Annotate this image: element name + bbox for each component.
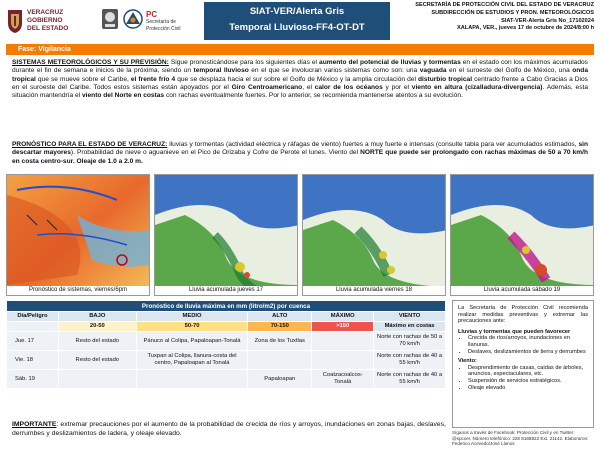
header-alto: ALTO xyxy=(248,312,312,322)
range-bajo: 20-50 xyxy=(58,322,136,332)
badge-icon xyxy=(100,7,120,31)
row-medio: Tuxpan al Colipa, llanura-costa del centro, Papaloapan al Tonalá xyxy=(136,351,248,370)
table-row xyxy=(7,370,446,389)
wind-item: • Oleaje elevado xyxy=(468,385,588,392)
row-day: Jue. 17 xyxy=(7,332,59,351)
logo-line-3: DEL ESTADO xyxy=(27,25,69,32)
wind-heading: Viento: xyxy=(458,358,477,365)
range-alto: 70-150 xyxy=(248,322,312,332)
forecast-heading: PRONÓSTICO PARA EL ESTADO DE VERACRUZ: xyxy=(12,141,168,148)
row-viento: Norte con rachas de 50 a 70 km/h xyxy=(374,332,446,351)
row-bajo xyxy=(58,370,136,389)
veracruz-government-logo xyxy=(6,5,78,39)
bulletin-number: SIAT-VER-Alerta Gris No_17102024 xyxy=(501,17,594,24)
contact-footer: Síganos a través de Facebook: Protección Civil y en Twitter: @spcver. Número telefónico: 228 8168822 Ext. 21142. Elaboraron: Federico Acevedo/José Llanos xyxy=(452,430,589,447)
row-maximo: Coatzacoalcos-Tonalá xyxy=(312,370,374,389)
range-maximo: >150 xyxy=(312,322,374,332)
row-viento: Norte con rachas de 40 a 55 km/h xyxy=(374,351,446,370)
rain-map-saturday-image xyxy=(451,175,594,296)
header-bajo: BAJO xyxy=(58,312,136,322)
table-row xyxy=(7,332,446,351)
row-maximo xyxy=(312,332,374,351)
row-day: Sáb. 19 xyxy=(7,370,59,389)
logo-line-1: VERACRUZ xyxy=(27,9,64,16)
pc-logo-title: PC xyxy=(146,10,158,19)
important-note xyxy=(12,421,446,438)
forecast-paragraph: PRONÓSTICO PARA EL ESTADO DE VERACRUZ: lluvias y tormentas (actividad eléctrica y ráfagas de viento) fuertes a muy fuerte e intensas (consulte tabla para ver acumulados estimados, sin descartar mayores). Probabilidad de nieve o aguanieve en el Pico de Orizaba y Cofre de Perote el lunes. Viento del NORTE que puede ser prolongado con rachas máximas de 50 a 70 km/h en costa centro-sur. Oleaje de 1.0 a 2.0 m. xyxy=(12,141,588,165)
rain-heading: Lluvias y tormentas que pueden favorecer xyxy=(458,328,571,335)
systems-paragraph: SISTEMAS METEOROLÓGICOS Y SU PREVISIÓN: Sigue pronosticándose para los siguientes días el aumento del potencial de lluvias y tormentas en el estado con los máximos acumulados durante el fin de semana e inicios de la próxima, siendo un temporal lluvioso en el que se involucran varios sistemas como son: una vaguada en el suroeste del Golfo de México, una onda tropical que se mueve sobre el Caribe, el frente frío 4 que se desplaza hacia el sur sobre el Golfo de México y la amplia circulación del disturbio tropical centrado frente a Cabo Gracias a Dios en el suroeste del Caribe. Todos estos sistemas están apoyados por el Giro Centroamericano, el calor de los océanos y por el viento en altura (cizalladura-divergencia). Además, esta situación mantendría el viento del Norte en costas con rachas eventualmente fuertes. Por lo anterior, se recomienda mantenerse atentos a su evolución. xyxy=(12,59,588,100)
row-medio xyxy=(136,370,248,389)
rain-map-thursday xyxy=(154,174,298,296)
logo-line-2: GOBIERNO xyxy=(27,17,63,24)
row-alto: Papaloapan xyxy=(248,370,312,389)
systems-map-image xyxy=(7,175,150,296)
protection-civil-seal-icon xyxy=(123,9,143,29)
wind-subheader: Máximo en costas xyxy=(374,322,446,332)
map-caption-2: Lluvia acumulada jueves 17 xyxy=(155,286,297,295)
map-caption-3: Lluvia acumulada viernes 18 xyxy=(303,286,445,295)
wind-item: • Desprendimiento de casas, caídas de árboles, anuncios, espectaculares, etc. xyxy=(468,365,588,378)
rain-map-friday xyxy=(302,174,446,296)
alert-subtitle: Temporal Lluvioso-FF4-OT-DT xyxy=(229,22,365,33)
row-alto xyxy=(248,351,312,370)
rain-map-thursday-image xyxy=(155,175,298,296)
forecast-maps xyxy=(6,174,594,296)
rain-item: • Deslaves, deslizamientos de tierra y derrumbes xyxy=(468,349,588,356)
recommendations-panel xyxy=(452,300,594,428)
map-caption-4: Lluvia acumulada sábado 19 xyxy=(451,286,593,295)
rain-map-saturday xyxy=(450,174,594,296)
row-maximo xyxy=(312,351,374,370)
alert-title-box xyxy=(204,2,390,40)
alert-title: SIAT-VER/Alerta Gris xyxy=(249,6,345,17)
pc-logo-line-2: Protección Civil xyxy=(146,25,181,32)
row-bajo: Resto del estado xyxy=(58,332,136,351)
rain-map-friday-image xyxy=(303,175,446,296)
row-bajo: Resto del estado xyxy=(58,351,136,370)
header-day: Día/Peligro xyxy=(7,312,59,322)
civil-protection-logo xyxy=(100,5,200,39)
important-text: : extremar precauciones por el aumento de la probabilidad de crecida de ríos y arroyos, inundaciones en zonas bajas, deslaves, derrumbes y deslizamientos de ladera, y oleaje elevado. xyxy=(12,421,446,437)
row-alto: Zona de los Tuxtlas xyxy=(248,332,312,351)
wind-item: • Suspensión de servicios estratégicos. xyxy=(468,378,588,385)
agency-line-1: SECRETARÍA DE PROTECCIÓN CIVIL DEL ESTADO DE VERACRUZ xyxy=(415,2,594,8)
header-maximo: MÁXIMO xyxy=(312,312,374,322)
map-caption-1: Pronóstico de sistemas, viernes/6pm xyxy=(7,286,149,295)
row-day: Vie. 18 xyxy=(7,351,59,370)
header xyxy=(0,0,600,42)
systems-heading: SISTEMAS METEOROLÓGICOS Y SU PREVISIÓN: xyxy=(12,59,169,66)
important-heading: IMPORTANTE xyxy=(12,421,57,428)
panel-intro: La Secretaría de Protección Civil recomienda realizar medidas preventivas y extremar las precauciones ante: xyxy=(458,305,588,325)
bulletin-date: XALAPA, VER., jueves 17 de octubre de 2024/8:00 h xyxy=(457,25,594,32)
row-viento: Norte con rachas de 40 a 55 km/h xyxy=(374,370,446,389)
row-medio: Pánuco al Colipa, Papaloapan-Tonalá xyxy=(136,332,248,351)
header-medio: MEDIO xyxy=(136,312,248,322)
agency-info xyxy=(389,2,594,33)
systems-forecast-map xyxy=(6,174,150,296)
pc-logo-line-1: Secretaría de xyxy=(146,19,177,25)
table-title: Pronóstico de lluvia máxima en mm (litro/m2) por cuenca xyxy=(7,301,446,312)
state-crest-icon xyxy=(6,8,24,34)
rain-item: • Crecida de ríos/arroyos, inundaciones en llanuras. xyxy=(468,335,588,348)
range-medio: 50-70 xyxy=(136,322,248,332)
agency-line-2: SUBDIRECCIÓN DE ESTUDIOS Y PRON. METEOROLÓGICOS xyxy=(431,9,594,16)
header-viento: VIENTO xyxy=(374,312,446,322)
rain-forecast-table xyxy=(6,300,446,389)
phase-bar: Fase: Vigilancia xyxy=(6,44,594,55)
table-row xyxy=(7,351,446,370)
